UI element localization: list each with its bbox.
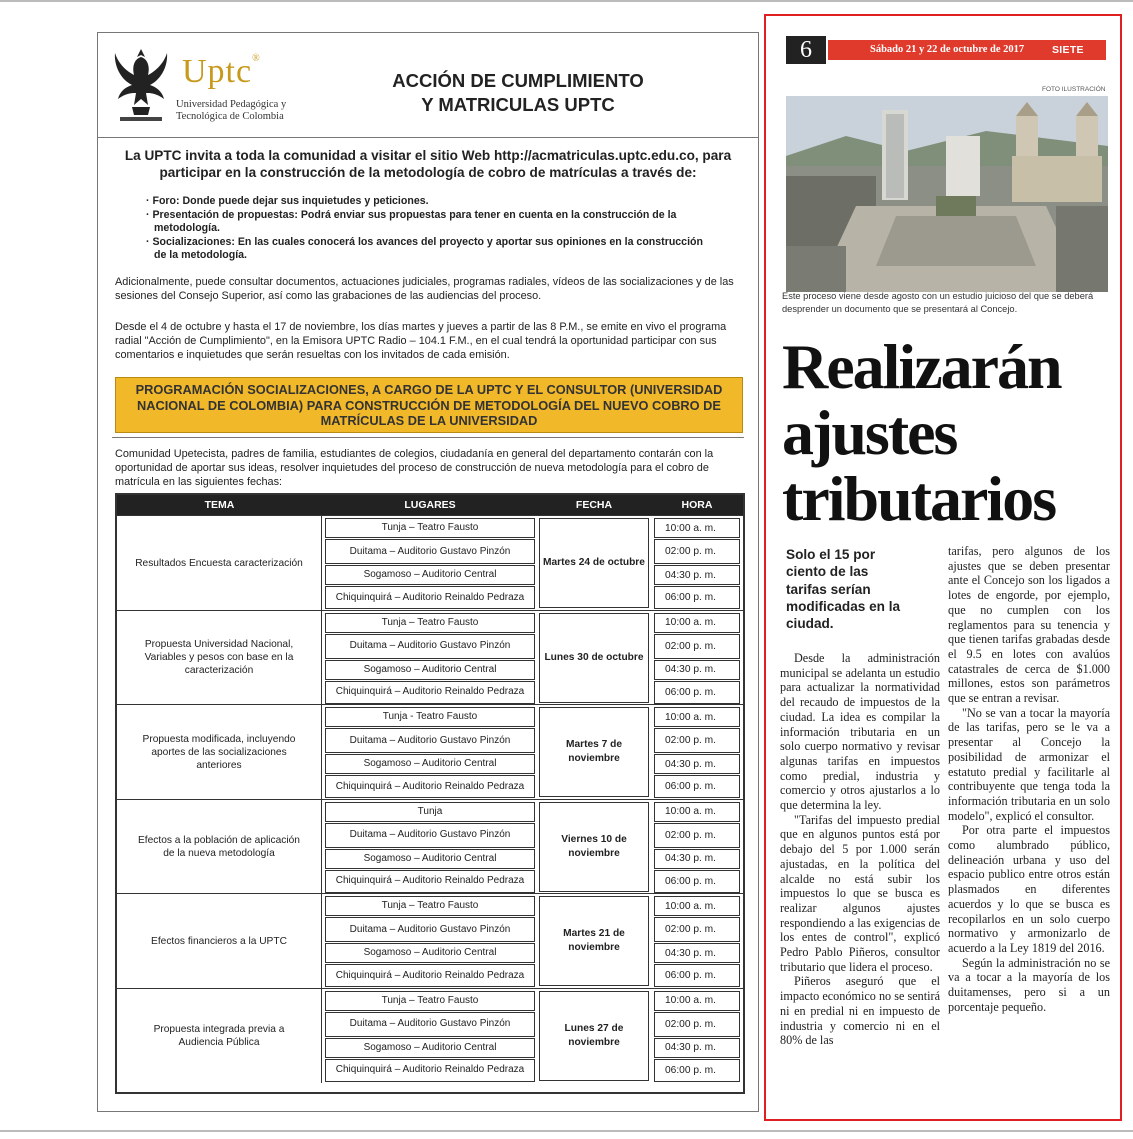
- newspaper-brand: SIETE DÍAS: [1052, 44, 1084, 76]
- paragraph-documents: Adicionalmente, puede consultar documentos, actuaciones judiciales, programas radiales, vídeos de las socializaciones y de las sesiones del Consejo Superior, así como las grabaciones de las audiencias del proceso.: [115, 276, 734, 302]
- schedule-lugar: Chiquinquirá – Auditorio Reinaldo Pedraza: [325, 586, 535, 609]
- article-column-2: [948, 544, 1110, 1015]
- table-header: [117, 495, 743, 515]
- schedule-lugar: Duitama – Auditorio Gustavo Pinzón: [325, 917, 535, 942]
- schedule-table: [115, 493, 745, 1094]
- schedule-lugar: Tunja – Teatro Fausto: [325, 991, 535, 1011]
- schedule-block: [117, 893, 743, 988]
- article-paragraph: Según la administración no se va a tocar a la mayoría de los duitamenses, pero si a un porcentaje pequeño.: [948, 955, 1110, 1014]
- article-paragraph: "Tarifas del impuesto predial que en algunos puntos está por debajo del 5 por 1.000 serán ajustadas, en la política del alcalde no está subir los impuestos lo que se busca es realizar algunos ajustes respondiendo a las exigencias de los entes de control", explicó Pedro Pablo Piñeros, consultor tributario que lidera el proceso.: [780, 812, 940, 974]
- date-bar: [828, 40, 1106, 76]
- invite-text: La UPTC invita a toda la comunidad a visitar el sitio Web http://acmatriculas.uptc.edu.co, para participar en la construcción de la metodología de cobro de matrículas a través de:: [124, 148, 732, 180]
- schedule-hora: 06:00 p. m.: [654, 870, 740, 893]
- schedule-tema: Efectos financieros a la UPTC: [117, 894, 322, 988]
- article-paragraph: Piñeros aseguró que el impacto económico no se sentirá ni en predial ni en impuesto de industria y comercio ni en el 80% de las: [780, 974, 940, 1048]
- bullet-item: · Foro: Donde puede dejar sus inquietudes y peticiones.: [146, 195, 429, 207]
- schedule-fecha: Martes 21 de noviembre: [539, 896, 649, 986]
- photo-caption: Este proceso viene desde agosto con un estudio juicioso del que se deberá desprender un documento que se presentará al Concejo.: [782, 291, 1094, 314]
- schedule-lugar: Duitama – Auditorio Gustavo Pinzón: [325, 823, 535, 848]
- schedule-hora: 04:30 p. m.: [654, 1038, 740, 1058]
- divider: [98, 137, 758, 138]
- schedule-lugar: Sogamoso – Auditorio Central: [325, 1038, 535, 1058]
- schedule-lugar: Sogamoso – Auditorio Central: [325, 660, 535, 680]
- ad-title: ACCIÓN DE CUMPLIMIENTO Y MATRICULAS UPTC: [392, 70, 644, 115]
- bullet-item: · Presentación de propuestas: Podrá enviar sus propuestas para tener en cuenta en la construcción de la metodología.: [146, 208, 677, 234]
- schedule-lugar: Sogamoso – Auditorio Central: [325, 849, 535, 869]
- schedule-hora: 04:30 p. m.: [654, 565, 740, 585]
- schedule-tema: Efectos a la población de aplicación de la nueva metodología: [117, 800, 322, 894]
- schedule-block: [117, 988, 743, 1083]
- schedule-hora: 02:00 p. m.: [654, 539, 740, 564]
- schedule-fecha: Lunes 27 de noviembre: [539, 991, 649, 1081]
- schedule-lugar: Sogamoso – Auditorio Central: [325, 565, 535, 585]
- schedule-hora: 06:00 p. m.: [654, 1059, 740, 1082]
- schedule-block: [117, 515, 743, 610]
- schedule-lugar: Sogamoso – Auditorio Central: [325, 943, 535, 963]
- scan-edge-top: [0, 0, 1133, 2]
- schedule-lugar: Chiquinquirá – Auditorio Reinaldo Pedraza: [325, 870, 535, 893]
- program-banner: [115, 377, 743, 433]
- schedule-lugar: Chiquinquirá – Auditorio Reinaldo Pedraza: [325, 1059, 535, 1082]
- schedule-lugar: Tunja – Teatro Fausto: [325, 518, 535, 538]
- schedule-tema: Propuesta modificada, incluyendo aportes de las socializaciones anteriores: [117, 705, 322, 799]
- schedule-lugar: Chiquinquirá – Auditorio Reinaldo Pedraza: [325, 681, 535, 704]
- schedule-tema: Propuesta integrada previa a Audiencia Pública: [117, 989, 322, 1083]
- schedule-hora: 04:30 p. m.: [654, 660, 740, 680]
- paragraph-radio: Desde el 4 de octubre y hasta el 17 de noviembre, los días martes y jueves a partir de las 8 P.M., se emite en vivo el programa radial "Acción de Cumplimiento", en la Emisora UPTC Radio – 104.1 F.M., en el cual tendrá la oportunidad participar con sus comentarios e inquietudes que serán resueltas con los invitados de cada emisión.: [115, 321, 727, 361]
- ad-header: [98, 33, 758, 137]
- uptc-logo: Uptc®: [182, 53, 261, 90]
- schedule-fecha: Lunes 30 de octubre: [539, 613, 649, 703]
- schedule-tema: Resultados Encuesta caracterización: [117, 516, 322, 610]
- schedule-lugar: Tunja - Teatro Fausto: [325, 707, 535, 727]
- schedule-hora: 10:00 a. m.: [654, 802, 740, 822]
- schedule-hora: 06:00 p. m.: [654, 681, 740, 704]
- schedule-hora: 06:00 p. m.: [654, 586, 740, 609]
- schedule-block: [117, 704, 743, 799]
- schedule-hora: 10:00 a. m.: [654, 896, 740, 916]
- bullet-list: [146, 195, 706, 263]
- article-column-1: [780, 651, 940, 1048]
- schedule-hora: 02:00 p. m.: [654, 917, 740, 942]
- article-paragraph: Desde la administración municipal se adelanta un estudio para actualizar la normatividad del recaudo de impuestos de la ciudad. La idea es compilar la información tributaria en un solo cuerpo normativo y revisar algunas tarifas en impuestos como predial, industria y comercio y otros ajustarlos a lo que determina la ley.: [780, 651, 940, 813]
- article-paragraph: Por otra parte el impuestos como alumbrado público, delineación urbana y uso del espacio publico entre otros están plasmados en diferentes acuerdos y lo que se busca es recopilarlos en un solo cuerpo normativo y armonizarlo de acuerdo a la Ley 1819 del 2016.: [948, 823, 1110, 955]
- paragraph-community: Comunidad Upetecista, padres de familia, estudiantes de colegios, ciudadanía en general del departamento contarán con la oportunidad de aportar sus ideas, resolver inquietudes del proceso de construcción de nueva metodología para el cobro de matrícula en las siguientes fechas:: [115, 448, 714, 488]
- eagle-crest-icon: [112, 45, 170, 123]
- header-lugares: LUGARES: [404, 499, 456, 511]
- schedule-hora: 10:00 a. m.: [654, 991, 740, 1011]
- schedule-lugar: Duitama – Auditorio Gustavo Pinzón: [325, 634, 535, 659]
- program-title: PROGRAMACIÓN SOCIALIZACIONES, A CARGO DE LA UPTC Y EL CONSULTOR (UNIVERSIDAD NACIONAL DE COLOMBIA) PARA CONSTRUCCIÓN DE METODOLOGÍA DEL NUEVO COBRO DE MATRÍCULAS DE LA UNIVERSIDAD: [135, 382, 723, 428]
- uptc-advertisement: [97, 32, 759, 1112]
- header-fecha: FECHA: [575, 499, 613, 511]
- photo-credit: FOTO ILUSTRACIÓN: [1042, 86, 1106, 93]
- schedule-fecha: Viernes 10 de noviembre: [539, 802, 649, 892]
- schedule-hora: 06:00 p. m.: [654, 964, 740, 987]
- bullet-item: · Socializaciones: En las cuales conocerá los avances del proyecto y aportar sus opiniones en la construcción de la metodología.: [146, 235, 703, 261]
- schedule-tema: Propuesta Universidad Nacional, Variables y pesos con base en la caracterización: [117, 611, 322, 705]
- newspaper-article: [764, 14, 1122, 1121]
- header-tema: TEMA: [204, 499, 235, 511]
- schedule-fecha: Martes 24 de octubre: [539, 518, 649, 608]
- schedule-block: [117, 610, 743, 705]
- university-name: Universidad Pedagógica y Tecnológica de Colombia: [176, 99, 287, 122]
- city-plaza-photo: [786, 96, 1108, 292]
- article-paragraph: tarifas, pero algunos de los ajustes que se deben presentar ante el Concejo son los ligados a lotes de engorde, por ejemplo, que no cumplen con los reglamentos para su tenencia y que tienen tarifas grabadas desde el 9.5 en lotes con avalúos catastrales de cerca de $1.000 millones, estos son parámetros que se entran a revisar.: [948, 544, 1110, 706]
- schedule-hora: 10:00 a. m.: [654, 707, 740, 727]
- schedule-lugar: Chiquinquirá – Auditorio Reinaldo Pedraza: [325, 775, 535, 798]
- scan-edge-bottom: [0, 1130, 1133, 1132]
- deck-subtitle: Solo el 15 por ciento de las tarifas serían modificadas en la ciudad.: [786, 547, 901, 632]
- schedule-hora: 06:00 p. m.: [654, 775, 740, 798]
- schedule-hora: 04:30 p. m.: [654, 849, 740, 869]
- schedule-lugar: Tunja – Teatro Fausto: [325, 613, 535, 633]
- schedule-hora: 02:00 p. m.: [654, 823, 740, 848]
- schedule-lugar: Duitama – Auditorio Gustavo Pinzón: [325, 728, 535, 753]
- schedule-hora: 02:00 p. m.: [654, 728, 740, 753]
- page-number: 6: [786, 36, 826, 64]
- schedule-hora: 10:00 a. m.: [654, 613, 740, 633]
- schedule-hora: 02:00 p. m.: [654, 634, 740, 659]
- schedule-hora: 10:00 a. m.: [654, 518, 740, 538]
- issue-date: Sábado 21 y 22 de octubre de 2017: [870, 44, 1025, 55]
- schedule-lugar: Duitama – Auditorio Gustavo Pinzón: [325, 539, 535, 564]
- schedule-lugar: Sogamoso – Auditorio Central: [325, 754, 535, 774]
- schedule-lugar: Tunja – Teatro Fausto: [325, 896, 535, 916]
- schedule-lugar: Chiquinquirá – Auditorio Reinaldo Pedraza: [325, 964, 535, 987]
- article-paragraph: "No se van a tocar la mayoría de las tarifas, pero se le va a presentar al Concejo la posibilidad de armonizar el estatuto predial y facilitarle al contribuyente que tenga toda la información tributaria en un solo modelo", explicó el consultor.: [948, 705, 1110, 823]
- schedule-lugar: Duitama – Auditorio Gustavo Pinzón: [325, 1012, 535, 1037]
- schedule-block: [117, 799, 743, 894]
- schedule-hora: 02:00 p. m.: [654, 1012, 740, 1037]
- divider: [112, 437, 744, 438]
- header-hora: HORA: [681, 499, 713, 511]
- schedule-hora: 04:30 p. m.: [654, 754, 740, 774]
- schedule-fecha: Martes 7 de noviembre: [539, 707, 649, 797]
- schedule-lugar: Tunja: [325, 802, 535, 822]
- headline: Realizarán ajustes tributarios: [782, 331, 1061, 534]
- schedule-hora: 04:30 p. m.: [654, 943, 740, 963]
